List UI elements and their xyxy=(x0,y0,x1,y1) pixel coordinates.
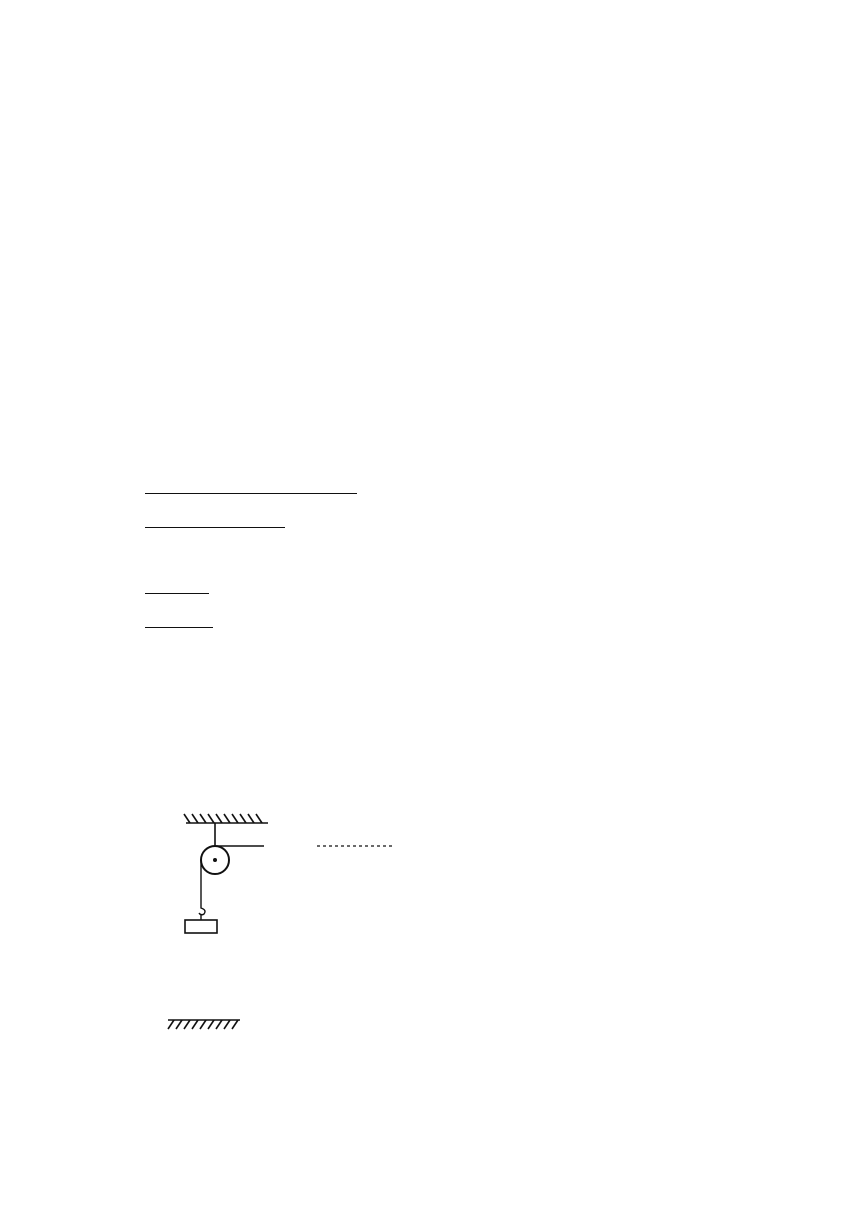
spring-pulley-diagram xyxy=(160,812,420,1034)
q17-blank-4 xyxy=(145,513,215,528)
block-a xyxy=(185,920,217,933)
q18-blank-2 xyxy=(145,613,213,628)
floor xyxy=(168,1020,240,1029)
q18-blank-1 xyxy=(145,579,209,594)
q17-blank-1 xyxy=(145,479,211,494)
q17-blank-2 xyxy=(211,479,281,494)
q18-item-2 xyxy=(145,613,213,634)
q17-line-1 xyxy=(145,479,357,500)
q17-blank-3 xyxy=(281,479,357,494)
hook xyxy=(199,902,205,915)
q18-item-1 xyxy=(145,579,209,600)
ceiling xyxy=(184,814,268,823)
q17-blank-5 xyxy=(215,513,285,528)
q17-line-2 xyxy=(145,513,285,534)
